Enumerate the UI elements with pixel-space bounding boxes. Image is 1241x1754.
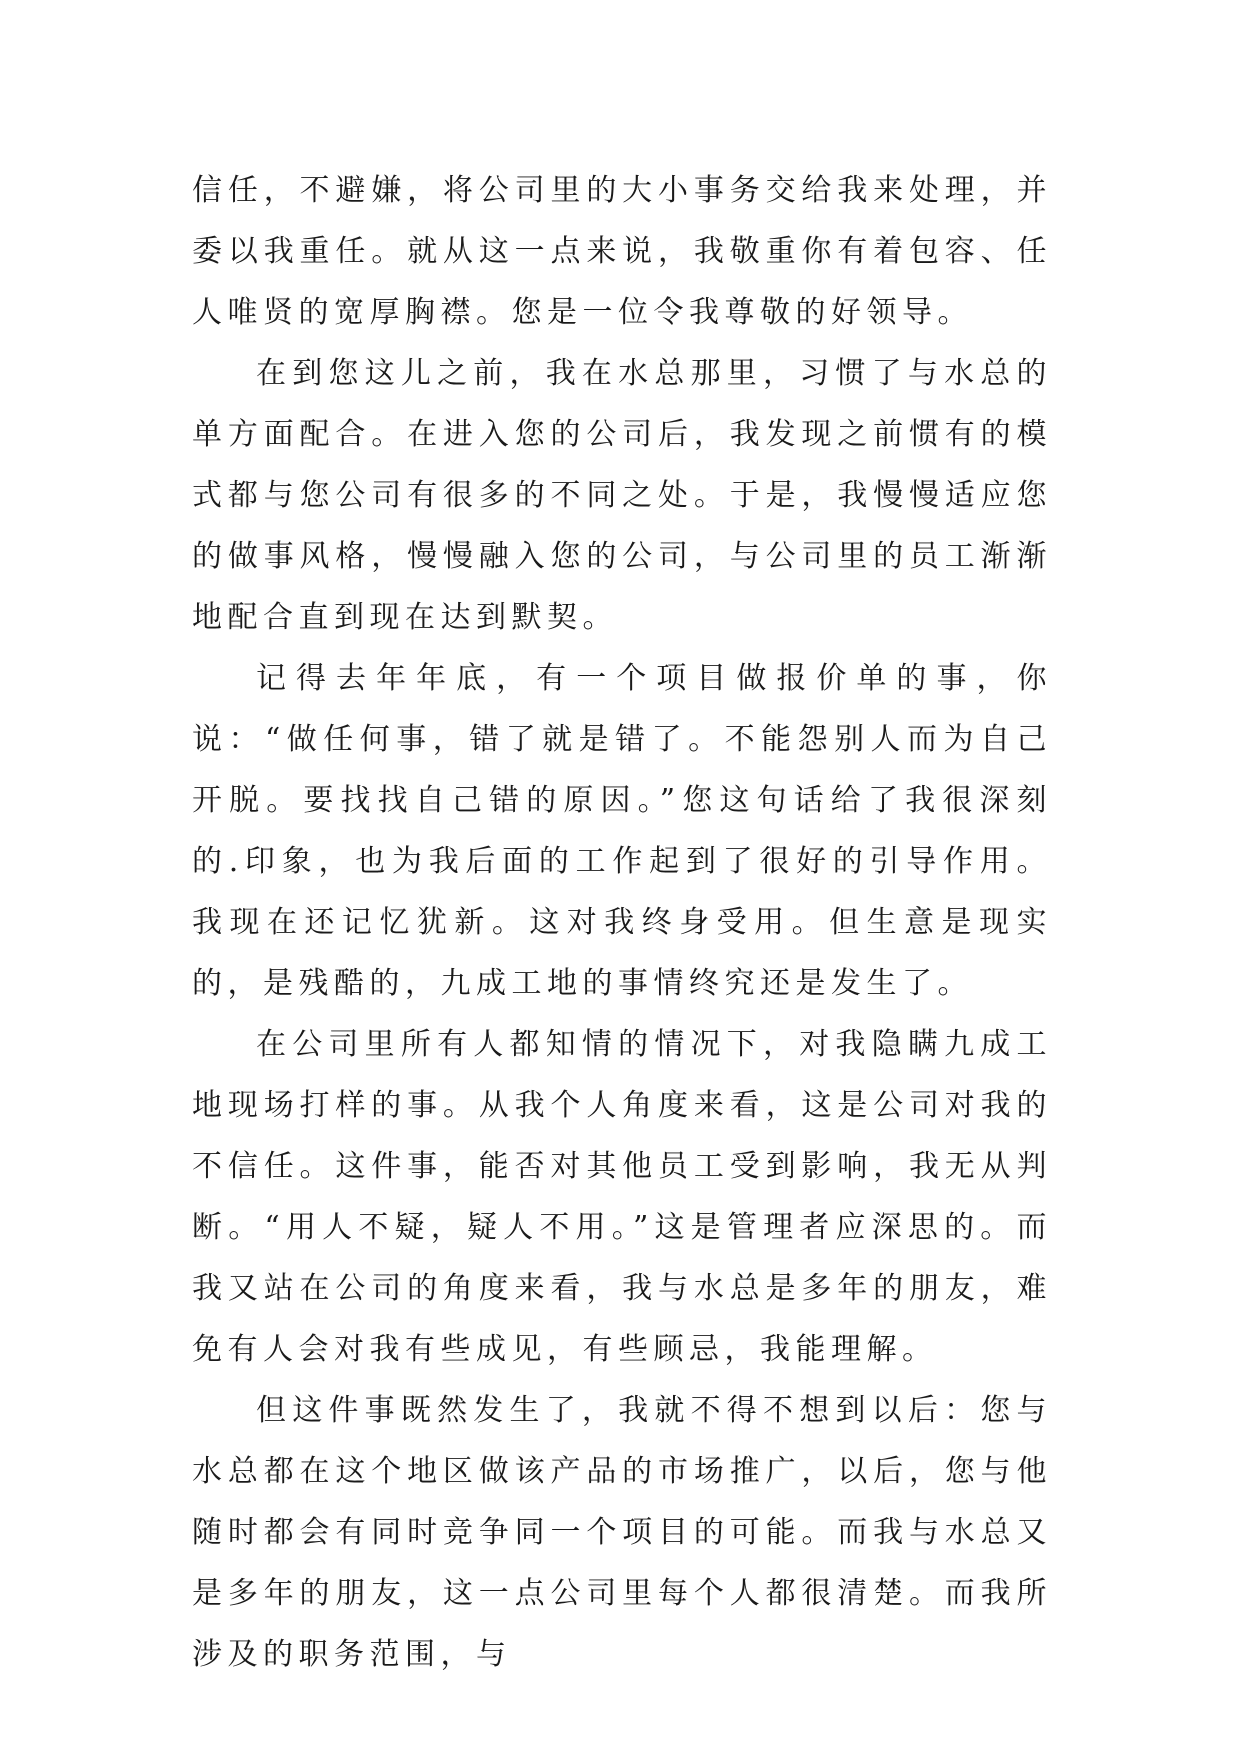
- paragraph-future-concern: 但这件事既然发生了，我就不得不想到以后：您与水总都在这个地区做该产品的市场推广，以后，您与他随时都会有同时竞争同一个项目的可能。而我与水总又是多年的朋友，这一点公司里每个人都很清楚。而我所涉及的职务范围，与: [192, 1393, 1052, 1672]
- paragraph-previous-company: 在到您这儿之前，我在水总那里，习惯了与水总的单方面配合。在进入您的公司后，我发现之前惯有的模式都与您公司有很多的不同之处。于是，我慢慢适应您的做事风格，慢慢融入您的公司，与公司里的员工渐渐地配合直到现在达到默契。: [192, 356, 1052, 635]
- paragraph-quote-memory: 记得去年年底，有一个项目做报价单的事，你说：“做任何事，错了就是错了。不能怨别人而为自己开脱。要找找自己错的原因。”您这句话给了我很深刻的.印象，也为我后面的工作起到了很好的引导作用。我现在还记忆犹新。这对我终身受用。但生意是现实的，是残酷的，九成工地的事情终究还是发生了。: [192, 661, 1052, 1001]
- paragraph-site-incident: 在公司里所有人都知情的情况下，对我隐瞒九成工地现场打样的事。从我个人角度来看，这是公司对我的不信任。这件事，能否对其他员工受到影响，我无从判断。“用人不疑，疑人不用。”这是管理者应深思的。而我又站在公司的角度来看，我与水总是多年的朋友，难免有人会对我有些成见，有些顾忌，我能理解。: [192, 1027, 1052, 1367]
- document-body: [192, 160, 1052, 1685]
- paragraph-continuation: 信任，不避嫌，将公司里的大小事务交给我来处理，并委以我重任。就从这一点来说，我敬重你有着包容、任人唯贤的宽厚胸襟。您是一位令我尊敬的好领导。: [192, 173, 1052, 330]
